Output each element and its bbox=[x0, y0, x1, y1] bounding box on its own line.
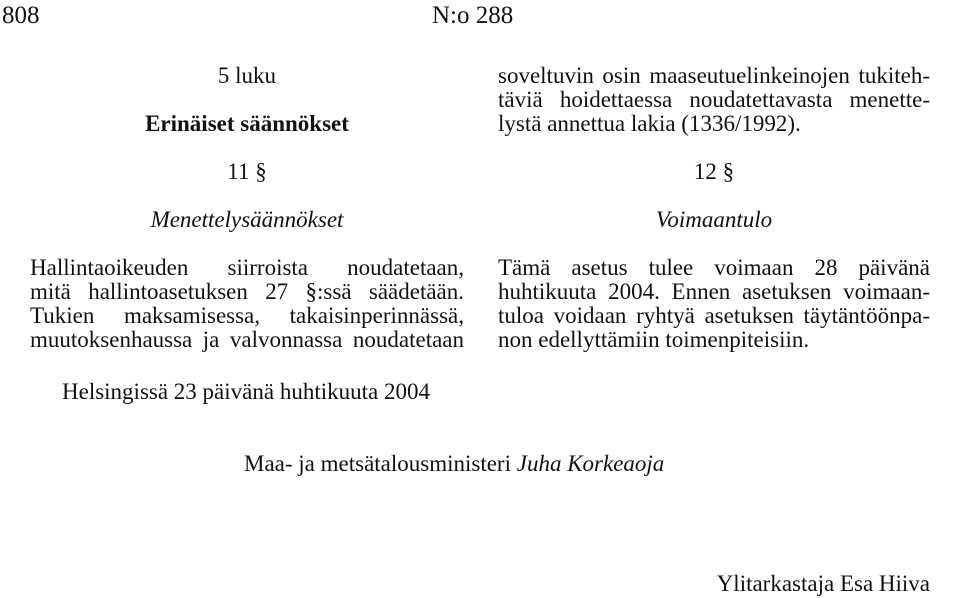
paragraph-line: mitä hallintoasetuksen 27 §:ssä säädetään. bbox=[30, 279, 464, 304]
section-12-heading: 12 § bbox=[693, 159, 735, 184]
paragraph-line: non edellyttämiin toimenpiteisiin. bbox=[498, 327, 810, 352]
continuation-paragraph bbox=[498, 64, 930, 136]
minister-name: Juha Korkeaoja bbox=[516, 451, 665, 476]
section-12-paragraph bbox=[498, 256, 930, 352]
section-11-title: Menettelysäännökset bbox=[150, 207, 344, 232]
section-11-paragraph bbox=[30, 256, 464, 352]
paragraph-line: lystä annettua lakia (1336/1992). bbox=[498, 111, 801, 136]
chapter-title: Erinäiset säännökset bbox=[145, 111, 349, 136]
official-signature: Ylitarkastaja Esa Hiiva bbox=[716, 571, 930, 596]
chapter-number: 5 luku bbox=[217, 63, 277, 88]
paragraph-line: huhtikuuta 2004. Ennen asetuksen voimaan- bbox=[498, 279, 930, 304]
page-number: 808 bbox=[2, 2, 40, 29]
paragraph-line: muutoksenhaussa ja valvonnassa noudatetaan bbox=[30, 327, 464, 352]
paragraph-line: Tämä asetus tulee voimaan 28 päivänä bbox=[498, 255, 930, 280]
place-and-date: Helsingissä 23 päivänä huhtikuuta 2004 bbox=[62, 379, 430, 404]
issue-number: N:o 288 bbox=[432, 2, 514, 29]
paragraph-line: Hallintaoikeuden siirroista noudatetaan, bbox=[30, 255, 464, 280]
paragraph-line: tuloa voidaan ryhtyä asetuksen täytäntöönpa- bbox=[498, 303, 930, 328]
paragraph-line: soveltuvin osin maaseutuelinkeinojen tukiteh- bbox=[498, 63, 930, 88]
minister-signature bbox=[244, 452, 664, 476]
section-12-title: Voimaantulo bbox=[655, 207, 773, 232]
minister-title: Maa- ja metsätalousministeri bbox=[244, 451, 511, 476]
paragraph-line: Tukien maksamisessa, takaisinperinnässä, bbox=[30, 303, 464, 328]
section-11-heading: 11 § bbox=[227, 159, 267, 184]
paragraph-line: täviä hoidettaessa noudatettavasta menette- bbox=[498, 87, 930, 112]
